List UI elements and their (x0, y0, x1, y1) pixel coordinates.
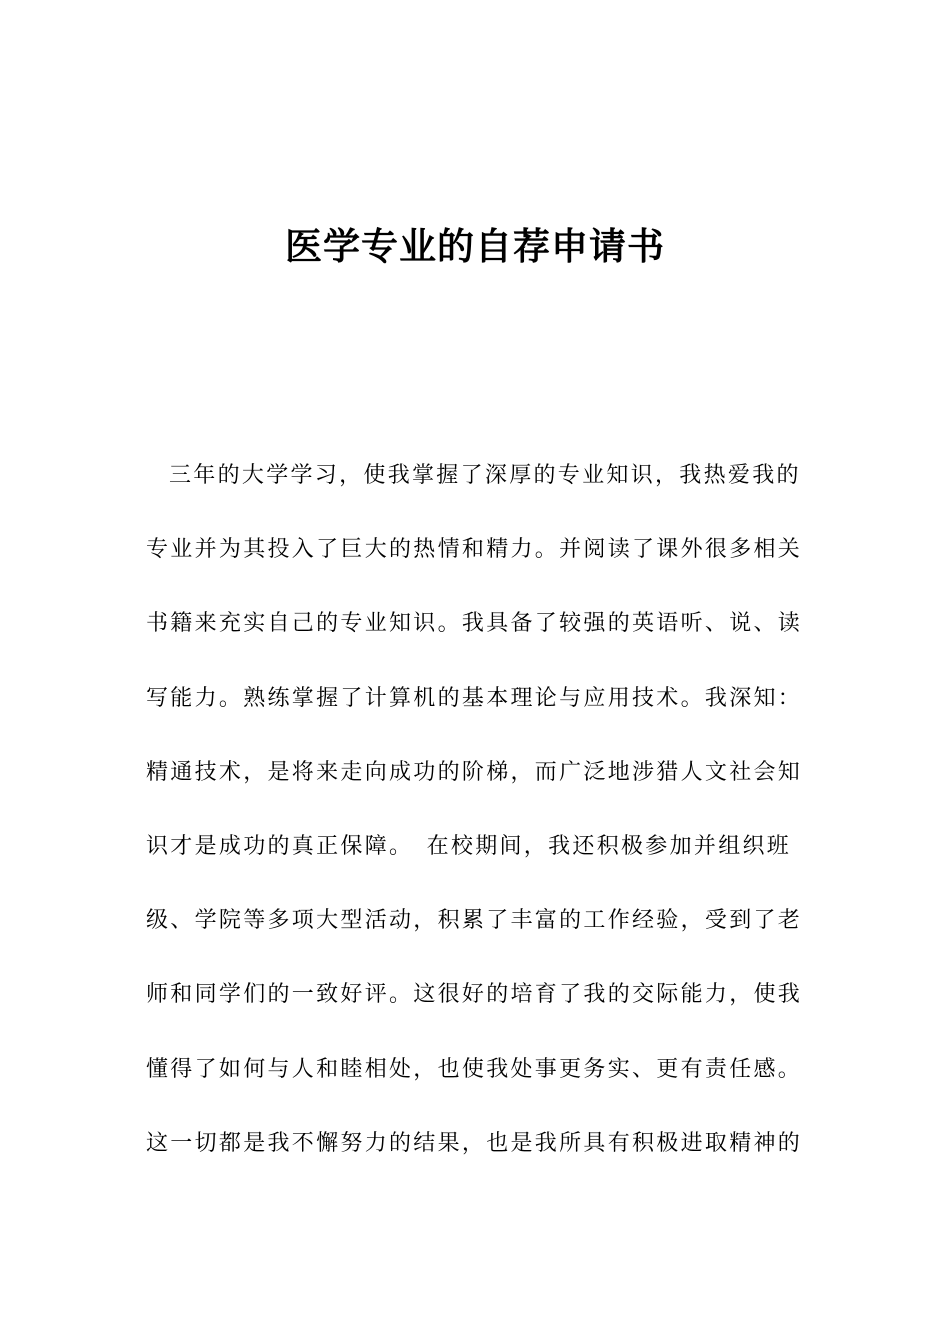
body-line: 级、学院等多项大型活动，积累了丰富的工作经验，受到了老 (146, 908, 803, 934)
body-line: 精通技术，是将来走向成功的阶梯，而广泛地涉猎人文社会知 (146, 759, 803, 785)
body-line: 懂得了如何与人和睦相处，也使我处事更务实、更有责任感。 (146, 1056, 803, 1082)
document-title: 医学专业的自荐申请书 (285, 225, 665, 268)
body-line: 识才是成功的真正保障。 在校期间，我还积极参加并组织班 (146, 833, 792, 859)
body-line: 师和同学们的一致好评。这很好的培育了我的交际能力，使我 (146, 982, 803, 1008)
body-line: 这一切都是我不懈努力的结果，也是我所具有积极进取精神的 (146, 1130, 803, 1156)
body-line: 写能力。熟练掌握了计算机的基本理论与应用技术。我深知： (146, 685, 803, 711)
body-line: 专业并为其投入了巨大的热情和精力。并阅读了课外很多相关 (146, 537, 803, 563)
body-line: 书籍来充实自己的专业知识。我具备了较强的英语听、说、读 (146, 611, 803, 637)
body-line: 三年的大学学习，使我掌握了深厚的专业知识，我热爱我的 (169, 463, 801, 488)
document-body (146, 454, 806, 1196)
